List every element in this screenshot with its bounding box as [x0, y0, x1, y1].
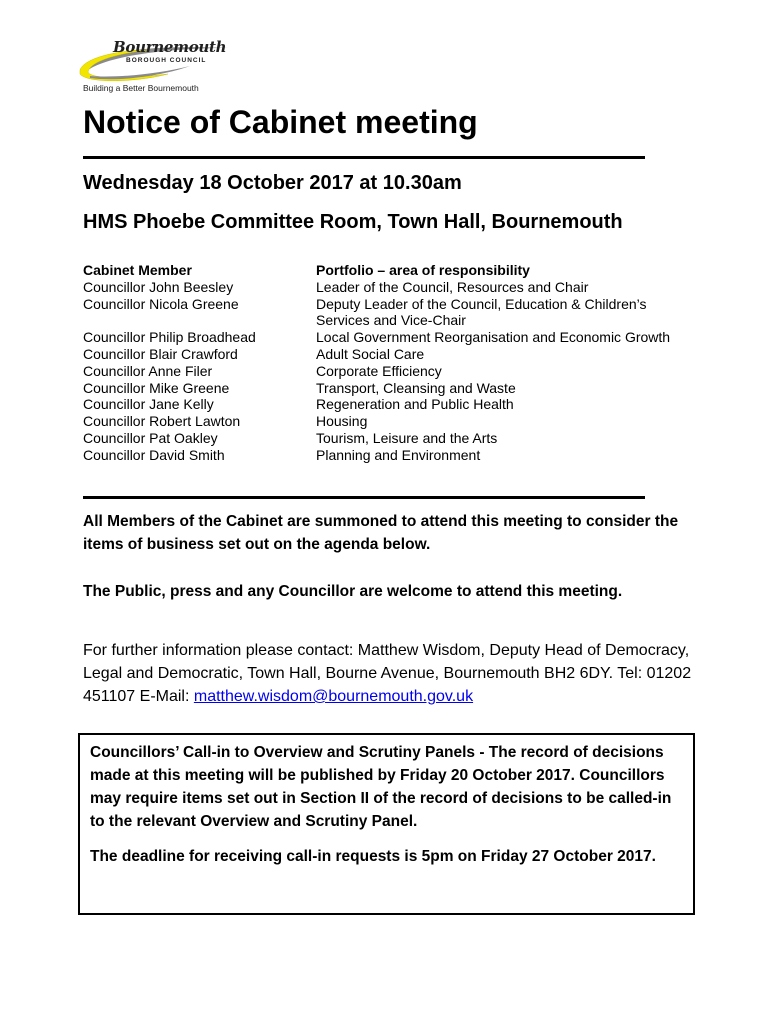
meeting-venue: HMS Phoebe Committee Room, Town Hall, Bournemouth: [83, 211, 623, 233]
logo-tagline: Building a Better Bournemouth: [83, 83, 199, 93]
header-cabinet-member: Cabinet Member: [83, 262, 192, 278]
call-in-deadline: The deadline for receiving call-in requests is 5pm on Friday 27 October 2017.: [90, 848, 656, 865]
member-portfolio: Housing: [316, 413, 368, 430]
summons-notice: All Members of the Cabinet are summoned to attend this meeting to consider the items of business set out on the agenda below.: [83, 513, 679, 553]
table-row: [83, 329, 676, 346]
logo-wordmark: Bournemouth: [113, 38, 227, 56]
call-in-notice-box: [78, 733, 695, 915]
table-row: [83, 380, 676, 397]
member-name: Councillor John Beesley: [83, 278, 234, 295]
member-portfolio: Local Government Reorganisation and Economic Growth: [316, 329, 671, 346]
member-portfolio: Planning and Environment: [316, 446, 481, 463]
member-portfolio: Corporate Efficiency: [316, 362, 442, 379]
member-portfolio: Adult Social Care: [316, 345, 425, 362]
member-name: Councillor Robert Lawton: [83, 413, 241, 430]
member-portfolio: Deputy Leader of the Council, Education & Children’s Services and Vice-Chair: [316, 295, 647, 329]
member-portfolio: Transport, Cleansing and Waste: [316, 379, 516, 396]
member-name: Councillor David Smith: [83, 446, 225, 463]
member-portfolio: Regeneration and Public Health: [316, 396, 514, 413]
member-name: Councillor Philip Broadhead: [83, 329, 256, 346]
table-row: [83, 396, 676, 413]
table-row: [83, 430, 676, 447]
call-in-text: Councillors’ Call-in to Overview and Scrutiny Panels - The record of decisions made at this meeting will be published by Friday 20 October 2017. Councillors may require items set out in Section II of the record of decisions to be called-in to the relevant Overview and Scrutiny Panel.: [90, 744, 672, 830]
title-divider: [83, 156, 645, 159]
member-portfolio: Tourism, Leisure and the Arts: [316, 429, 498, 446]
table-row: [83, 296, 676, 330]
table-row: [83, 346, 676, 363]
table-header-row: [83, 262, 676, 279]
member-name: Councillor Blair Crawford: [83, 345, 238, 362]
header-portfolio: Portfolio – area of responsibility: [316, 262, 530, 278]
member-name: Councillor Nicola Greene: [83, 295, 239, 312]
member-portfolio: Leader of the Council, Resources and Chair: [316, 278, 589, 295]
member-name: Councillor Mike Greene: [83, 379, 230, 396]
table-row: [83, 447, 676, 464]
meeting-date: Wednesday 18 October 2017 at 10.30am: [83, 172, 462, 194]
member-name: Councillor Pat Oakley: [83, 429, 218, 446]
table-row: [83, 413, 676, 430]
contact-text: For further information please contact: Matthew Wisdom, Deputy Head of Democracy, Legal and Democratic, Town Hall, Bourne Avenue, Bournemouth BH2 6DY. Tel: 01202 451107 E-Mail:: [83, 642, 692, 705]
contact-email-link[interactable]: matthew.wisdom@bournemouth.gov.uk: [193, 688, 474, 705]
member-name: Councillor Jane Kelly: [83, 396, 214, 413]
member-name: Councillor Anne Filer: [83, 362, 213, 379]
council-logo: [78, 38, 238, 96]
table-row: [83, 363, 676, 380]
page-title: Notice of Cabinet meeting: [83, 104, 478, 140]
cabinet-members-table: [83, 262, 676, 464]
table-divider: [83, 496, 645, 499]
public-welcome-notice: The Public, press and any Councillor are welcome to attend this meeting.: [83, 583, 623, 600]
contact-information: [83, 639, 723, 708]
logo-council-label: BOROUGH COUNCIL: [126, 57, 207, 64]
table-row: [83, 279, 676, 296]
